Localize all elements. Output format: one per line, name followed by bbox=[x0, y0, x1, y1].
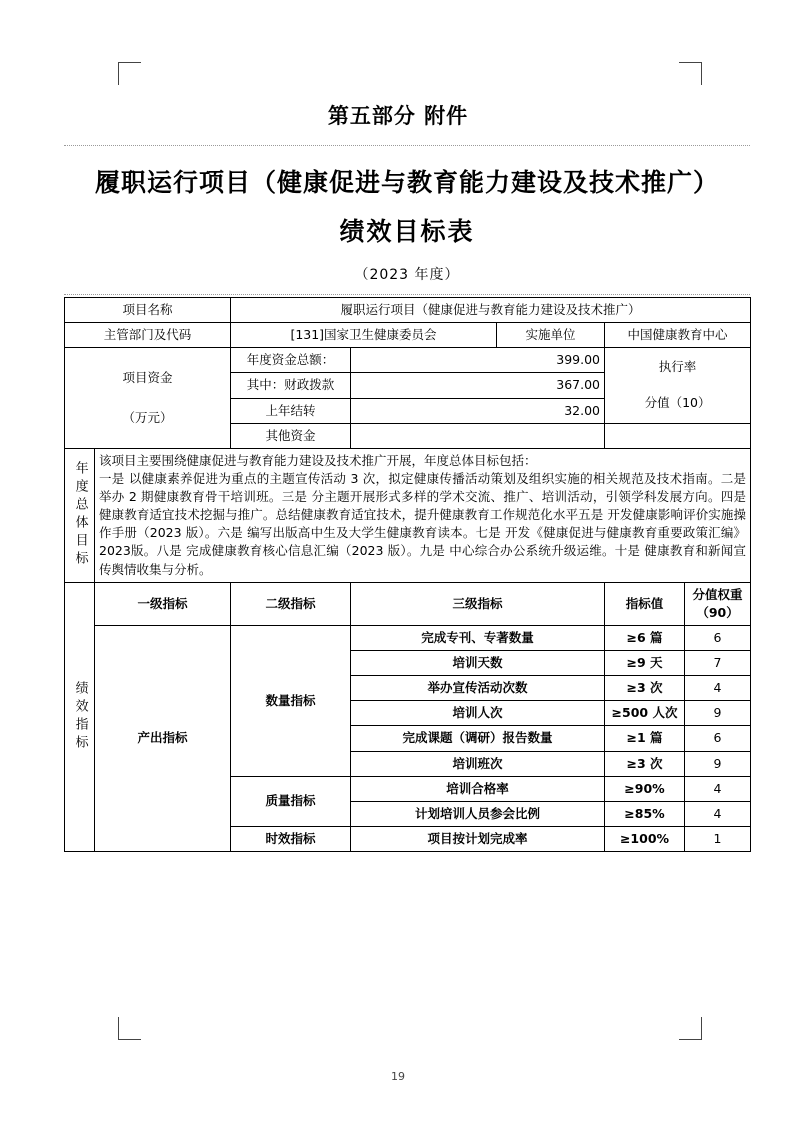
indicator-weight: 4 bbox=[685, 676, 751, 701]
indicator-weight: 6 bbox=[685, 625, 751, 650]
annual-goal-label bbox=[65, 448, 95, 582]
indicator-value: ≥3 次 bbox=[605, 676, 685, 701]
funds-label-line1: 项目资金 bbox=[122, 369, 173, 385]
implementing-unit-label: 实施单位 bbox=[497, 323, 605, 348]
department-label: 主管部门及代码 bbox=[65, 323, 231, 348]
level2-quality-indicator: 质量指标 bbox=[231, 776, 351, 826]
funds-row-label: 上年结转 bbox=[231, 398, 351, 423]
crop-mark-top-right bbox=[679, 62, 702, 85]
header-indicator-value: 指标值 bbox=[605, 582, 685, 625]
level3-indicator-name: 完成课题（调研）报告数量 bbox=[351, 726, 605, 751]
table-row-funds-total bbox=[65, 348, 751, 373]
indicator-value: ≥3 次 bbox=[605, 751, 685, 776]
page-number: 19 bbox=[391, 1070, 405, 1083]
indicator-value: ≥85% bbox=[605, 801, 685, 826]
execution-rate-line2: 分值（10） bbox=[644, 395, 711, 411]
level3-indicator-name: 计划培训人员参会比例 bbox=[351, 801, 605, 826]
execution-rate-line1: 执行率 bbox=[658, 359, 697, 375]
level2-quantity-indicator: 数量指标 bbox=[231, 625, 351, 776]
level3-indicator-name: 完成专刊、专著数量 bbox=[351, 625, 605, 650]
section-heading: 第五部分 附件 bbox=[327, 103, 469, 128]
header-level3: 三级指标 bbox=[351, 582, 605, 625]
funds-row-value bbox=[351, 423, 605, 448]
level3-indicator-name: 培训人次 bbox=[351, 701, 605, 726]
title-block bbox=[64, 145, 750, 295]
crop-mark-bottom-left bbox=[118, 1017, 141, 1040]
level3-indicator-name: 培训合格率 bbox=[351, 776, 605, 801]
indicator-value: ≥100% bbox=[605, 826, 685, 851]
header-level2: 二级指标 bbox=[231, 582, 351, 625]
project-name-value: 履职运行项目（健康促进与教育能力建设及技术推广） bbox=[231, 298, 751, 323]
funds-row-value: 399.00 bbox=[351, 348, 605, 373]
page-title: 履职运行项目（健康促进与教育能力建设及技术推广） bbox=[94, 168, 719, 197]
implementing-unit-value: 中国健康教育中心 bbox=[605, 323, 751, 348]
funds-row-label: 其中：财政拨款 bbox=[231, 373, 351, 398]
level1-output-indicator: 产出指标 bbox=[95, 625, 231, 851]
indicator-value: ≥500 人次 bbox=[605, 701, 685, 726]
header-weight-line1: 分值权重 bbox=[692, 586, 743, 602]
indicator-weight: 9 bbox=[685, 751, 751, 776]
annual-goal-label-text: 年度总体目标 bbox=[72, 461, 88, 570]
header-weight-line2: （90） bbox=[696, 604, 739, 620]
project-name-label: 项目名称 bbox=[65, 298, 231, 323]
funds-row-blank bbox=[605, 423, 751, 448]
indicator-value: ≥1 篇 bbox=[605, 726, 685, 751]
department-value: [131]国家卫生健康委员会 bbox=[231, 323, 497, 348]
level3-indicator-name: 项目按计划完成率 bbox=[351, 826, 605, 851]
table-row-indicator-header bbox=[65, 582, 751, 625]
funds-label bbox=[65, 348, 231, 449]
level3-indicator-name: 培训天数 bbox=[351, 651, 605, 676]
funds-row-label: 其他资金 bbox=[231, 423, 351, 448]
indicator-value: ≥9 天 bbox=[605, 651, 685, 676]
page-subtitle: 绩效目标表 bbox=[339, 216, 475, 246]
indicator-weight: 7 bbox=[685, 651, 751, 676]
header-weight bbox=[685, 582, 751, 625]
table-row-indicator bbox=[65, 625, 751, 650]
indicators-label-text: 绩效指标 bbox=[72, 680, 88, 753]
funds-label-line2: （万元） bbox=[122, 410, 173, 425]
funds-row-value: 367.00 bbox=[351, 373, 605, 398]
indicator-weight: 9 bbox=[685, 701, 751, 726]
indicator-weight: 4 bbox=[685, 776, 751, 801]
table-row-annual-goal bbox=[65, 448, 751, 582]
level3-indicator-name: 培训班次 bbox=[351, 751, 605, 776]
funds-row-value: 32.00 bbox=[351, 398, 605, 423]
annual-goal-paragraph-1: 该项目主要围绕健康促进与教育能力建设及技术推广开展，年度总体目标包括： bbox=[99, 452, 537, 468]
annual-goal-content bbox=[95, 448, 751, 582]
funds-row-label: 年度资金总额： bbox=[231, 348, 351, 373]
header-level1: 一级指标 bbox=[95, 582, 231, 625]
indicator-weight: 4 bbox=[685, 801, 751, 826]
fiscal-year-label: （2023 年度） bbox=[354, 266, 460, 283]
execution-rate-label bbox=[605, 348, 751, 423]
level3-indicator-name: 举办宣传活动次数 bbox=[351, 676, 605, 701]
indicator-weight: 6 bbox=[685, 726, 751, 751]
crop-mark-bottom-right bbox=[679, 1017, 702, 1040]
annual-goal-paragraph-2: 一是 以健康素养促进为重点的主题宣传活动 3 次，拟定健康传播活动策划及组织实施的相关规范及技术指南。二是 举办 2 期健康教育骨干培训班。三是 分主题开展形式多样的学术交流、推广、培训活动，引领学科发展方向。四是 健康教育适宜技术挖掘与推广。总结健康教育适宜技术，提升健康教育工作规范化水平五是 开发健康影响评价实施操作手册（2023 版）。六是 编写出版高中生及大学生健康教育读本。七是 开发《健康促进与健康教育重要政策汇编》2023版。八是 完成健康教育核心信息汇编（2023 版）。九是 中心综合办公系统升级运维。十是 健康教育和新闻宣传舆情收集与分析。 bbox=[99, 470, 747, 577]
indicator-weight: 1 bbox=[685, 826, 751, 851]
indicator-value: ≥90% bbox=[605, 776, 685, 801]
level2-timeliness-indicator: 时效指标 bbox=[231, 826, 351, 851]
performance-goal-table bbox=[64, 297, 751, 852]
crop-mark-top-left bbox=[118, 62, 141, 85]
indicator-value: ≥6 篇 bbox=[605, 625, 685, 650]
table-row-project-name bbox=[65, 298, 751, 323]
table-row-department bbox=[65, 323, 751, 348]
indicators-label bbox=[65, 582, 95, 851]
